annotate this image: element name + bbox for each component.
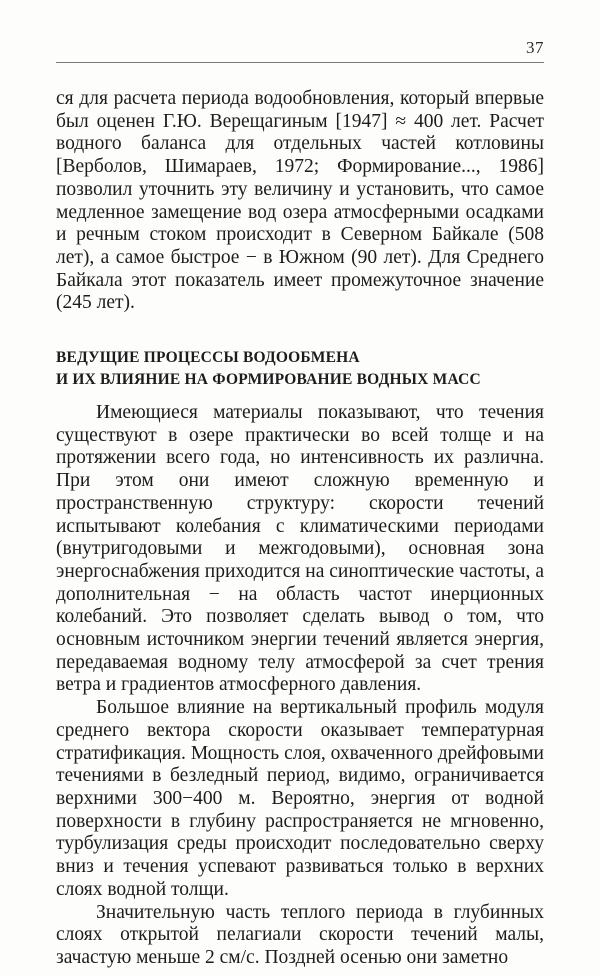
paragraph-vertical-profile: Большое влияние на вертикальный профиль модуля среднего вектора скорости оказывает температурная стратификация. Мощность слоя, охваченного дрейфовыми течениями в безледный период, видимо, ограничивается верхними 300−400 м. Вероятно, энергия от водной поверхности в глубину распространяется не мгновенно, турбулизация среды происходит последовательно сверху вниз и течения успевают развиваться только в верхних слоях водной толщи. <box>56 697 544 900</box>
section-heading-line-1: ВЕДУЩИЕ ПРОЦЕССЫ ВОДООБМЕНА <box>56 349 360 367</box>
paragraph-currents: Имеющиеся материалы показывают, что течения существуют в озере практически во всей толще и на протяжении всего года, но интенсивность их различна. При этом они имеют сложную временную и пространственную структуру: скорости течений испытывают колебания с климатическими периодами (внутригодовыми и межгодовыми), основная зона энергоснабжения приходится на синоптические частоты, а дополнительная − на область частот инерционных колебаний. Это позволяет сделать вывод о том, что основным источником энергии течений является энергия, передаваемая водному телу атмосферой за счет трения ветра и градиентов атмосферного давления. <box>56 402 544 696</box>
page-number: 37 <box>526 38 544 57</box>
paragraph-continuation: ся для расчета периода водообновления, который впервые был оценен Г.Ю. Верещагиным [1947] ≈ 400 лет. Расчет водного баланса для отдельных частей котловины [Верболов, Шимараев, 1972; Формирование..., 1986] позволил уточнить эту величину и установить, что самое медленное замещение вод озера атмосферными осадками и речным стоком происходит в Северном Байкале (508 лет), а самое быстрое − в Южном (90 лет). Для Среднего Байкала этот показатель имеет промежуточное значение (245 лет). <box>56 88 544 314</box>
header-rule <box>56 62 544 63</box>
section-heading-line-2: И ИХ ВЛИЯНИЕ НА ФОРМИРОВАНИЕ ВОДНЫХ МАСС <box>56 371 481 389</box>
body-text <box>56 88 544 970</box>
section-heading <box>56 347 544 391</box>
paragraph-warm-period: Значительную часть теплого периода в глубинных слоях открытой пелагиали скорости течений малы, зачастую меньше 2 см/с. Поздней осенью они заметно <box>56 901 544 968</box>
